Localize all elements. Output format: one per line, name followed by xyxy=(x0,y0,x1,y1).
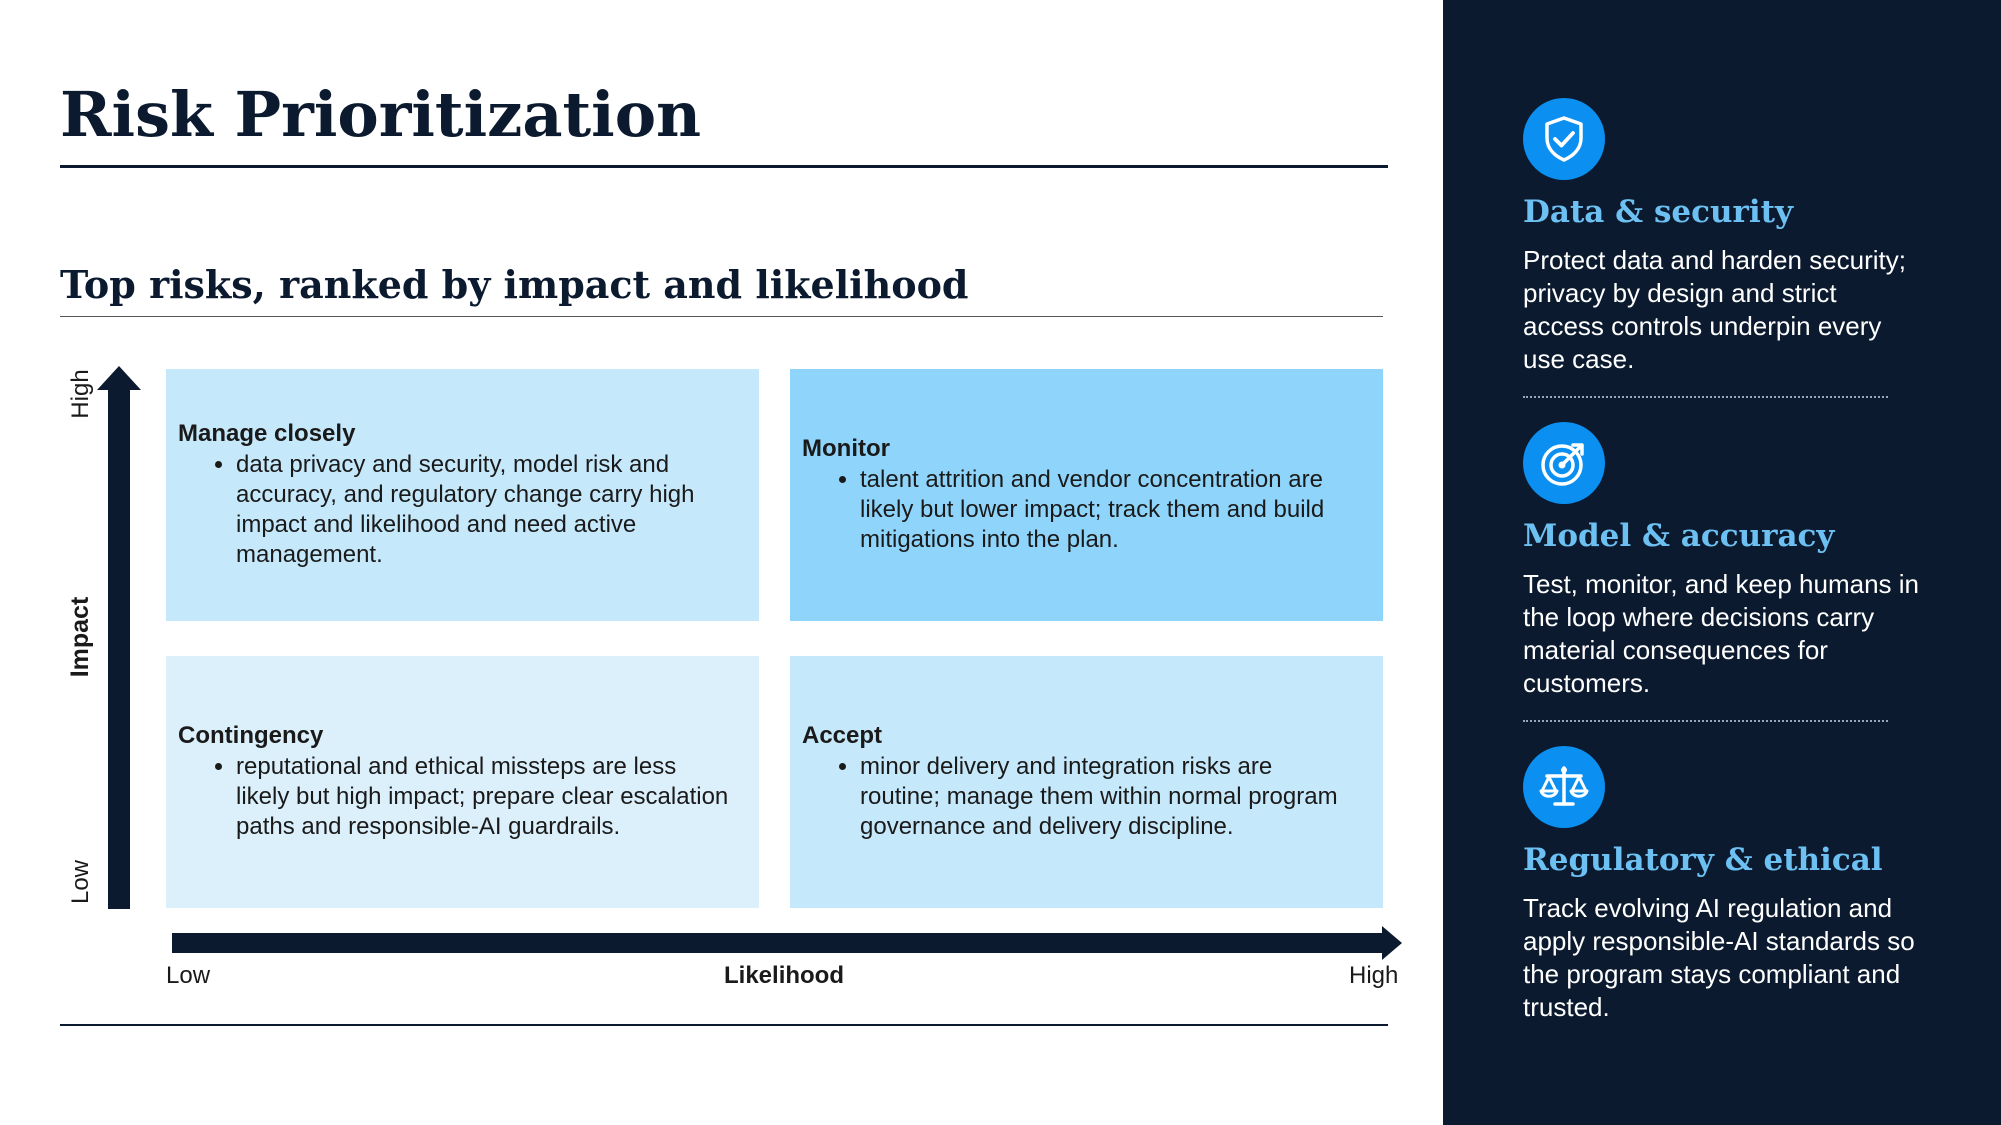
page-subtitle: Top risks, ranked by impact and likelihood xyxy=(60,262,969,307)
sidebar-separator xyxy=(1523,720,1888,722)
quadrant-manage-closely xyxy=(166,369,759,621)
sidebar-text-model-accuracy: Test, monitor, and keep humans in the loop where decisions carry material consequences for customers. xyxy=(1523,569,1920,698)
quadrant-title: Contingency xyxy=(178,722,324,749)
quadrant-bullets xyxy=(178,450,729,570)
title-divider xyxy=(60,165,1388,168)
quadrant-bullets xyxy=(802,465,1353,555)
quadrant-bullets xyxy=(178,752,729,842)
x-axis-arrowhead xyxy=(1382,926,1402,960)
shield-check-icon xyxy=(1523,98,1605,180)
sidebar-text-data-security: Protect data and harden security; privacy by design and strict access controls underpin every use case. xyxy=(1523,245,1907,374)
page-title: Risk Prioritization xyxy=(60,78,702,151)
quadrant-bullets xyxy=(802,752,1353,842)
subtitle-divider xyxy=(60,316,1383,317)
quadrant-title: Manage closely xyxy=(178,420,356,447)
quadrant-bullet: • minor delivery and integration risks are routine; manage them within normal program governance and delivery discipline. xyxy=(860,752,1353,842)
scales-icon xyxy=(1523,746,1605,828)
bottom-divider xyxy=(60,1024,1388,1026)
quadrant-title: Monitor xyxy=(802,435,890,462)
x-axis-label: Likelihood xyxy=(724,962,844,989)
sidebar-heading-data-security: Data & security xyxy=(1523,194,1793,230)
sidebar-text-regulatory-ethical: Track evolving AI regulation and apply responsible-AI standards so the program stays compliant and trusted. xyxy=(1523,893,1915,1022)
quadrant-contingency xyxy=(166,656,759,908)
y-axis-arrow xyxy=(108,386,130,909)
sidebar-heading-regulatory-ethical: Regulatory & ethical xyxy=(1523,842,1883,878)
y-axis-low-label: Low xyxy=(67,859,94,905)
sidebar-separator xyxy=(1523,396,1888,398)
sidebar xyxy=(1443,0,2001,1125)
quadrant-bullet: • talent attrition and vendor concentration are likely but lower impact; track them and build mitigations into the plan. xyxy=(860,465,1353,555)
x-axis-high-label: High xyxy=(1349,962,1399,989)
quadrant-title: Accept xyxy=(802,722,883,749)
quadrant-accept xyxy=(790,656,1383,908)
quadrant-bullet: • reputational and ethical missteps are less likely but high impact; prepare clear escalation paths and responsible-AI guardrails. xyxy=(236,752,729,842)
x-axis-low-label: Low xyxy=(166,962,211,989)
target-icon xyxy=(1523,422,1605,504)
y-axis-label: Impact xyxy=(66,596,94,678)
quadrant-monitor xyxy=(790,369,1383,621)
quadrant-bullet: • data privacy and security, model risk and accuracy, and regulatory change carry high impact and likelihood and need active management. xyxy=(236,450,729,570)
y-axis-high-label: High xyxy=(67,369,94,419)
sidebar-heading-model-accuracy: Model & accuracy xyxy=(1523,518,1835,554)
x-axis-arrow xyxy=(172,933,1384,953)
